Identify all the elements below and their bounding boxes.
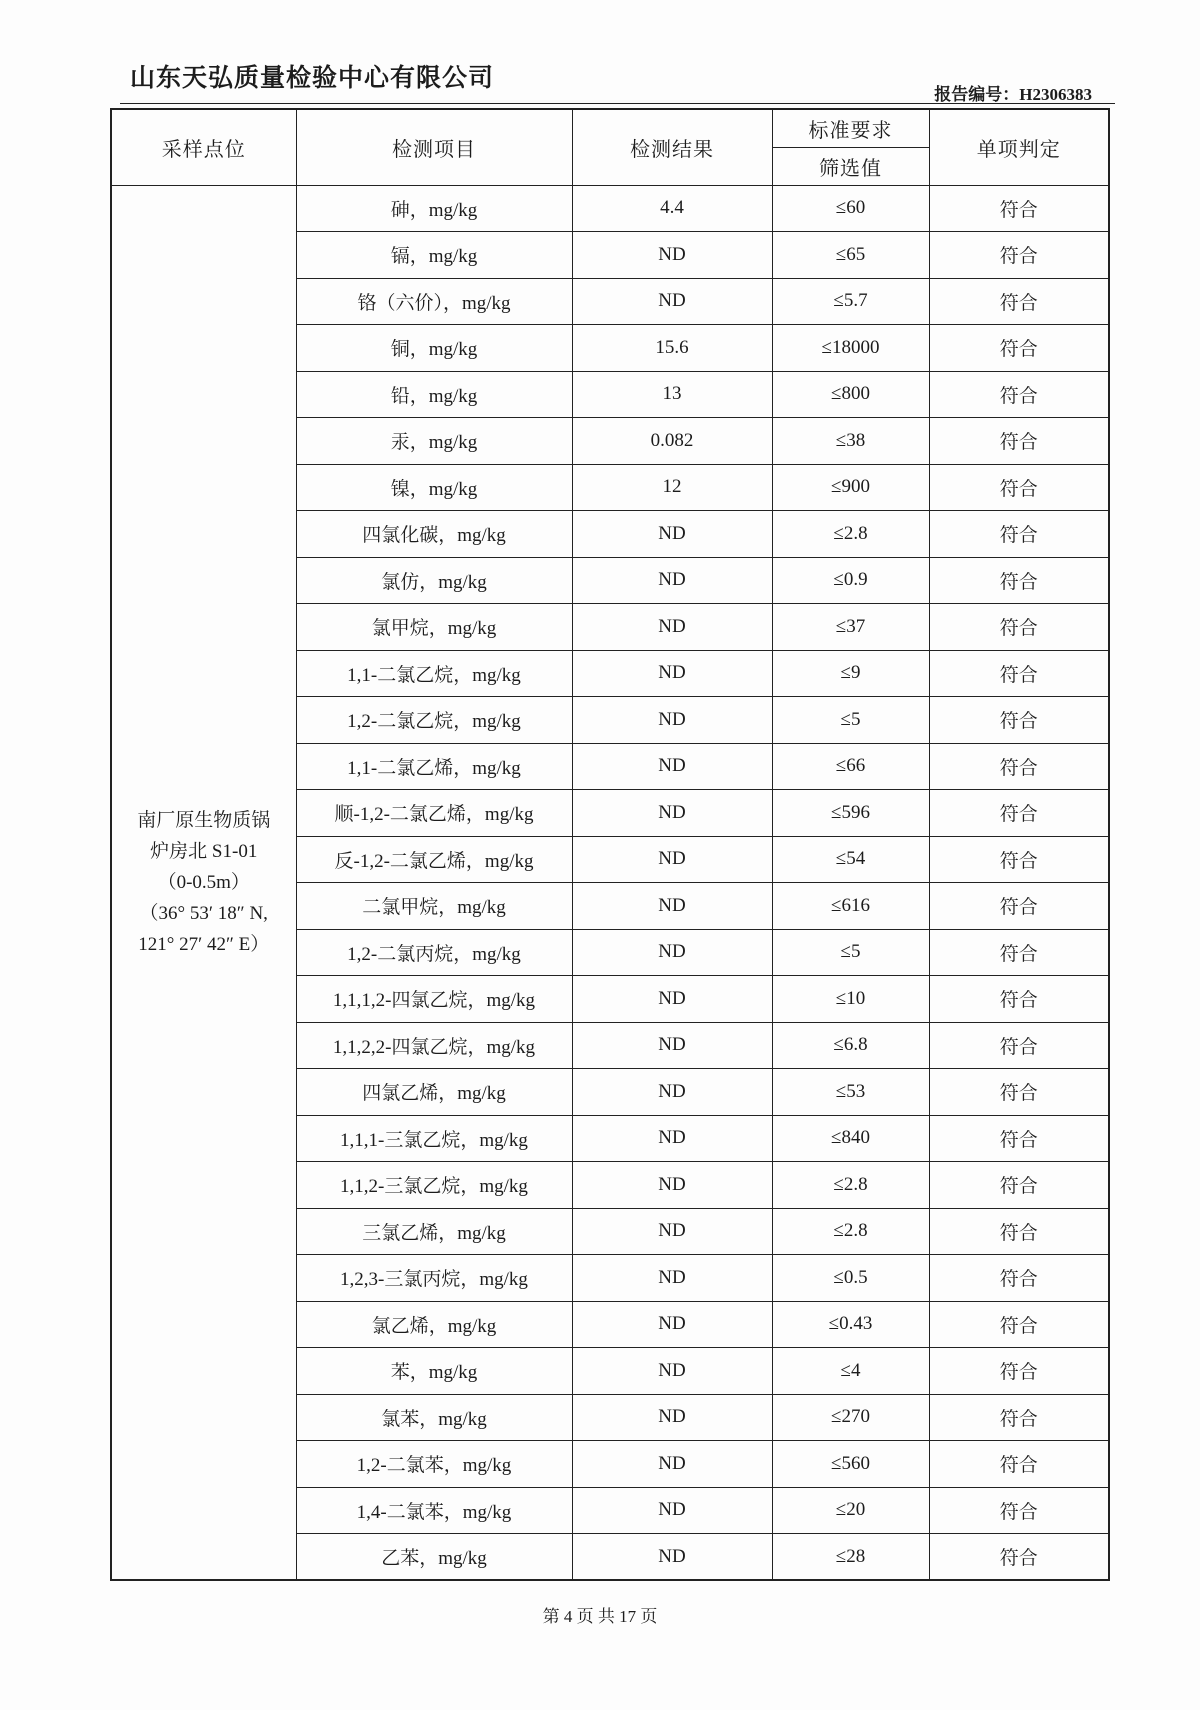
result-cell: ND <box>572 1162 772 1209</box>
item-cell: 1,4-二氯苯，mg/kg <box>296 1487 572 1534</box>
standard-cell: ≤2.8 <box>772 1162 929 1209</box>
item-cell: 四氯化碳，mg/kg <box>296 511 572 558</box>
header-row <box>111 109 1109 147</box>
item-cell: 镉，mg/kg <box>296 232 572 279</box>
item-cell: 四氯乙烯，mg/kg <box>296 1069 572 1116</box>
sampling-location-cell <box>111 185 296 1580</box>
header-screening: 筛选值 <box>772 147 929 185</box>
location-line: 南厂原生物质锅 <box>137 809 271 831</box>
standard-cell: ≤5.7 <box>772 278 929 325</box>
standard-cell: ≤900 <box>772 464 929 511</box>
result-cell: ND <box>572 1022 772 1069</box>
header-location: 采样点位 <box>111 109 296 185</box>
standard-cell: ≤616 <box>772 883 929 930</box>
judgment-cell: 符合 <box>929 1208 1109 1255</box>
header-standard: 标准要求 <box>772 109 929 147</box>
result-cell: ND <box>572 1487 772 1534</box>
item-cell: 汞，mg/kg <box>296 418 572 465</box>
result-cell: 15.6 <box>572 325 772 372</box>
result-cell: ND <box>572 278 772 325</box>
standard-cell: ≤5 <box>772 697 929 744</box>
result-cell: ND <box>572 743 772 790</box>
item-cell: 氯苯，mg/kg <box>296 1394 572 1441</box>
item-cell: 顺-1,2-二氯乙烯，mg/kg <box>296 790 572 837</box>
judgment-cell: 符合 <box>929 1487 1109 1534</box>
item-cell: 镍，mg/kg <box>296 464 572 511</box>
judgment-cell: 符合 <box>929 1162 1109 1209</box>
result-cell: ND <box>572 790 772 837</box>
item-cell: 反-1,2-二氯乙烯，mg/kg <box>296 836 572 883</box>
judgment-cell: 符合 <box>929 278 1109 325</box>
judgment-cell: 符合 <box>929 511 1109 558</box>
item-cell: 1,1-二氯乙烯，mg/kg <box>296 743 572 790</box>
judgment-cell: 符合 <box>929 1115 1109 1162</box>
table-row <box>111 185 1109 232</box>
table-header <box>111 109 1109 185</box>
item-cell: 乙苯，mg/kg <box>296 1534 572 1581</box>
location-line: （36° 53′ 18″ N, <box>139 902 268 924</box>
result-cell: ND <box>572 1534 772 1581</box>
item-cell: 铜，mg/kg <box>296 325 572 372</box>
item-cell: 1,1,1-三氯乙烷，mg/kg <box>296 1115 572 1162</box>
result-cell: ND <box>572 511 772 558</box>
standard-cell: ≤800 <box>772 371 929 418</box>
judgment-cell: 符合 <box>929 883 1109 930</box>
results-table <box>110 108 1110 1581</box>
standard-cell: ≤9 <box>772 650 929 697</box>
standard-cell: ≤0.5 <box>772 1255 929 1302</box>
item-cell: 1,2-二氯丙烷，mg/kg <box>296 929 572 976</box>
location-line: 炉房北 S1-01 <box>150 840 258 862</box>
item-cell: 1,1,2-三氯乙烷，mg/kg <box>296 1162 572 1209</box>
item-cell: 1,2-二氯乙烷，mg/kg <box>296 697 572 744</box>
standard-cell: ≤6.8 <box>772 1022 929 1069</box>
report-number: 报告编号：H2306383 <box>934 85 1092 104</box>
standard-cell: ≤596 <box>772 790 929 837</box>
item-cell: 1,2,3-三氯丙烷，mg/kg <box>296 1255 572 1302</box>
standard-cell: ≤0.43 <box>772 1301 929 1348</box>
header-judgment: 单项判定 <box>929 109 1109 185</box>
judgment-cell: 符合 <box>929 650 1109 697</box>
item-cell: 砷，mg/kg <box>296 185 572 232</box>
result-cell: ND <box>572 604 772 651</box>
item-cell: 1,1-二氯乙烷，mg/kg <box>296 650 572 697</box>
company-name: 山东天弘质量检验中心有限公司 <box>130 64 495 92</box>
judgment-cell: 符合 <box>929 1301 1109 1348</box>
result-cell: 4.4 <box>572 185 772 232</box>
judgment-cell: 符合 <box>929 1069 1109 1116</box>
judgment-cell: 符合 <box>929 929 1109 976</box>
standard-cell: ≤2.8 <box>772 511 929 558</box>
result-cell: ND <box>572 1301 772 1348</box>
standard-cell: ≤4 <box>772 1348 929 1395</box>
standard-cell: ≤270 <box>772 1394 929 1441</box>
page-number: 第 4 页 共 17 页 <box>542 1607 658 1626</box>
standard-cell: ≤840 <box>772 1115 929 1162</box>
table-body <box>111 185 1109 1580</box>
judgment-cell: 符合 <box>929 325 1109 372</box>
standard-cell: ≤66 <box>772 743 929 790</box>
item-cell: 氯乙烯，mg/kg <box>296 1301 572 1348</box>
judgment-cell: 符合 <box>929 1022 1109 1069</box>
judgment-cell: 符合 <box>929 418 1109 465</box>
judgment-cell: 符合 <box>929 743 1109 790</box>
standard-cell: ≤10 <box>772 976 929 1023</box>
result-cell: ND <box>572 1115 772 1162</box>
result-cell: ND <box>572 1441 772 1488</box>
standard-cell: ≤60 <box>772 185 929 232</box>
standard-cell: ≤0.9 <box>772 557 929 604</box>
header-rule <box>120 103 1115 104</box>
judgment-cell: 符合 <box>929 976 1109 1023</box>
judgment-cell: 符合 <box>929 232 1109 279</box>
location-line: （0-0.5m） <box>157 871 250 893</box>
result-cell: ND <box>572 1255 772 1302</box>
result-cell: ND <box>572 650 772 697</box>
result-cell: 0.082 <box>572 418 772 465</box>
standard-cell: ≤2.8 <box>772 1208 929 1255</box>
standard-cell: ≤5 <box>772 929 929 976</box>
judgment-cell: 符合 <box>929 185 1109 232</box>
result-cell: 12 <box>572 464 772 511</box>
judgment-cell: 符合 <box>929 790 1109 837</box>
result-cell: ND <box>572 1069 772 1116</box>
item-cell: 1,1,1,2-四氯乙烷，mg/kg <box>296 976 572 1023</box>
header-item: 检测项目 <box>296 109 572 185</box>
standard-cell: ≤38 <box>772 418 929 465</box>
judgment-cell: 符合 <box>929 1348 1109 1395</box>
item-cell: 氯仿，mg/kg <box>296 557 572 604</box>
result-cell: ND <box>572 976 772 1023</box>
result-cell: ND <box>572 1394 772 1441</box>
item-cell: 三氯乙烯，mg/kg <box>296 1208 572 1255</box>
judgment-cell: 符合 <box>929 1394 1109 1441</box>
standard-cell: ≤20 <box>772 1487 929 1534</box>
item-cell: 铬（六价），mg/kg <box>296 278 572 325</box>
judgment-cell: 符合 <box>929 836 1109 883</box>
item-cell: 氯甲烷，mg/kg <box>296 604 572 651</box>
judgment-cell: 符合 <box>929 697 1109 744</box>
result-cell: ND <box>572 557 772 604</box>
standard-cell: ≤65 <box>772 232 929 279</box>
judgment-cell: 符合 <box>929 557 1109 604</box>
standard-cell: ≤54 <box>772 836 929 883</box>
item-cell: 1,1,2,2-四氯乙烷，mg/kg <box>296 1022 572 1069</box>
standard-cell: ≤560 <box>772 1441 929 1488</box>
judgment-cell: 符合 <box>929 464 1109 511</box>
judgment-cell: 符合 <box>929 1255 1109 1302</box>
result-cell: ND <box>572 1348 772 1395</box>
standard-cell: ≤37 <box>772 604 929 651</box>
location-line: 121° 27′ 42″ E） <box>138 933 270 955</box>
judgment-cell: 符合 <box>929 1534 1109 1581</box>
result-cell: ND <box>572 836 772 883</box>
item-cell: 1,2-二氯苯，mg/kg <box>296 1441 572 1488</box>
result-cell: ND <box>572 1208 772 1255</box>
result-cell: ND <box>572 232 772 279</box>
judgment-cell: 符合 <box>929 371 1109 418</box>
result-cell: ND <box>572 883 772 930</box>
item-cell: 铅，mg/kg <box>296 371 572 418</box>
standard-cell: ≤18000 <box>772 325 929 372</box>
item-cell: 二氯甲烷，mg/kg <box>296 883 572 930</box>
judgment-cell: 符合 <box>929 1441 1109 1488</box>
result-cell: ND <box>572 929 772 976</box>
header-result: 检测结果 <box>572 109 772 185</box>
standard-cell: ≤53 <box>772 1069 929 1116</box>
standard-cell: ≤28 <box>772 1534 929 1581</box>
result-cell: 13 <box>572 371 772 418</box>
item-cell: 苯，mg/kg <box>296 1348 572 1395</box>
result-cell: ND <box>572 697 772 744</box>
judgment-cell: 符合 <box>929 604 1109 651</box>
